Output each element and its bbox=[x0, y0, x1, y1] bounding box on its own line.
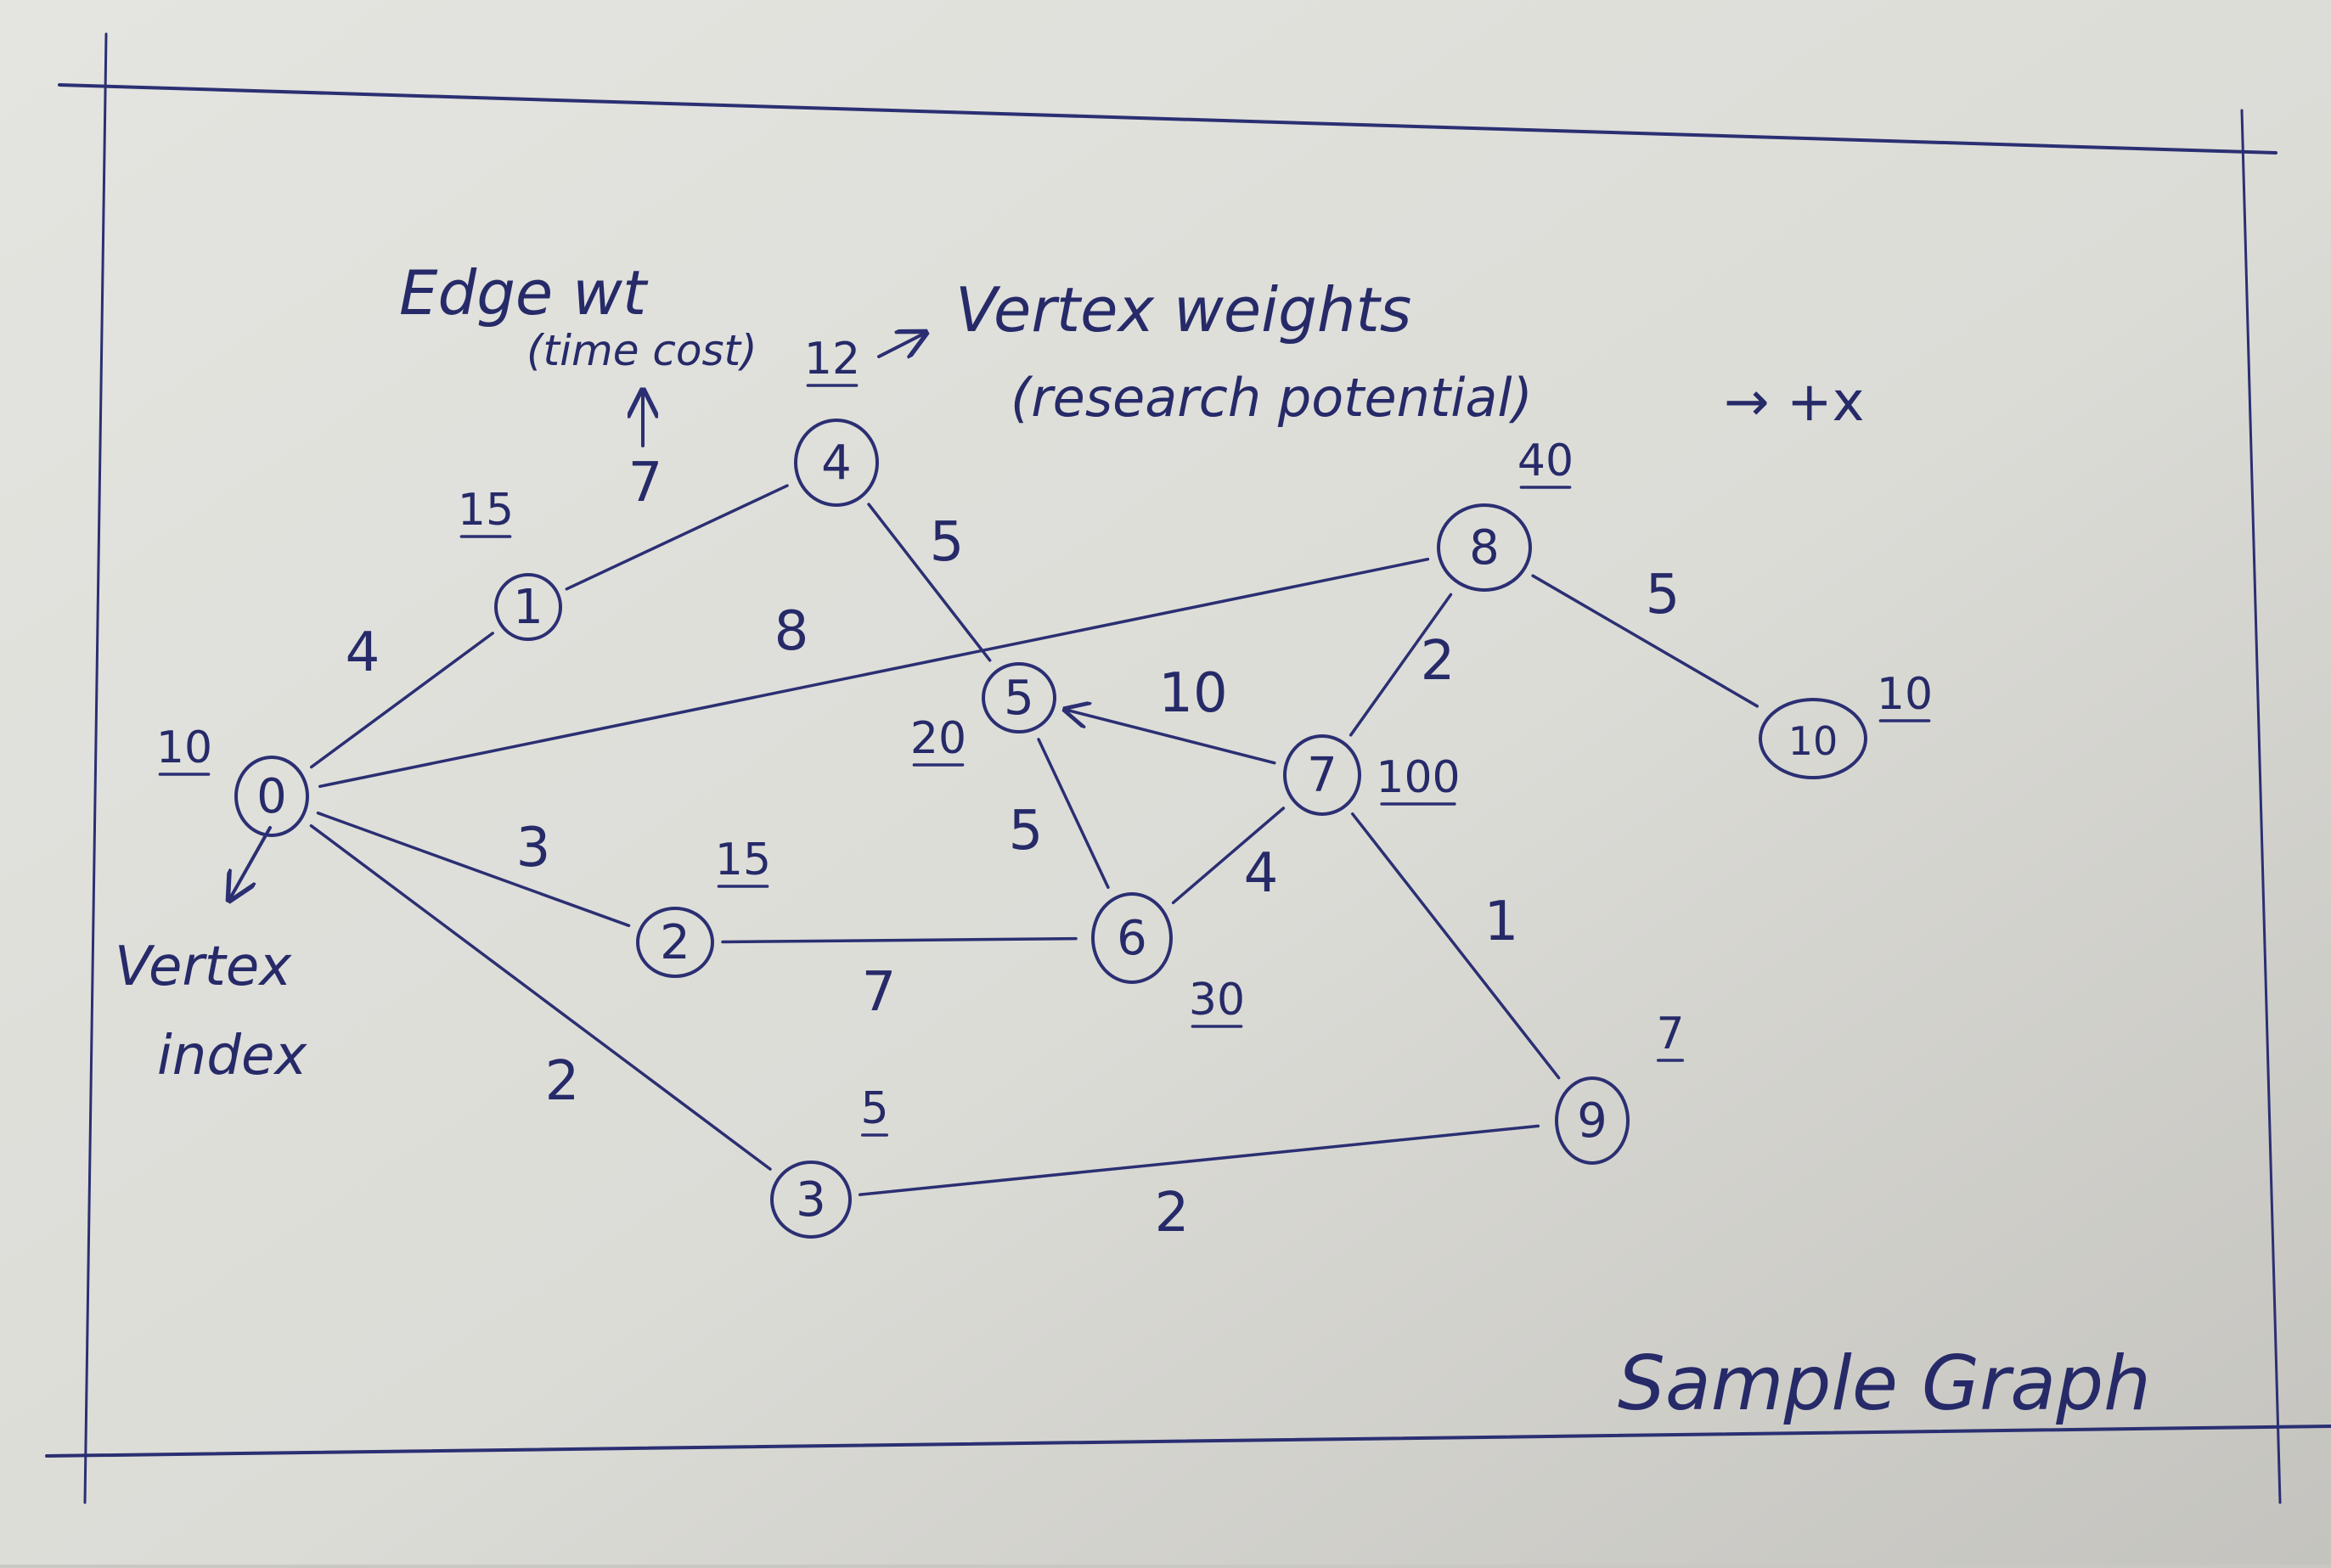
vertex-index-label-line1: Vertex bbox=[115, 936, 292, 998]
edge-weight-6-7: 4 bbox=[1243, 842, 1279, 905]
vertex-weight-7: 100 bbox=[1376, 752, 1461, 803]
vertex-index-4: 4 bbox=[821, 436, 852, 491]
vertex-index-6: 6 bbox=[1117, 911, 1147, 966]
vertex-weight-1: 15 bbox=[457, 485, 515, 536]
edge-weight-7-9: 1 bbox=[1484, 891, 1519, 953]
edge-weight-7-5: 10 bbox=[1158, 662, 1228, 725]
vertex-weight-0: 10 bbox=[155, 722, 213, 773]
edge-weight-0-2: 3 bbox=[515, 817, 551, 880]
edge-weight-2-6: 7 bbox=[861, 961, 897, 1024]
vertex-index-2: 2 bbox=[660, 915, 690, 970]
vertex-index-5: 5 bbox=[1004, 671, 1034, 726]
edge-weight-0-3: 2 bbox=[544, 1050, 580, 1113]
vertex-index-9: 9 bbox=[1577, 1093, 1607, 1149]
vertex-weight-4: 12 bbox=[803, 334, 861, 385]
vertex-index-label-line2: index bbox=[157, 1025, 307, 1087]
vertex-weight-9: 7 bbox=[1656, 1009, 1685, 1059]
vertex-weight-6: 30 bbox=[1188, 975, 1246, 1026]
x-axis-direction-label: → +x bbox=[1724, 371, 1865, 434]
edge-weight-4-5: 5 bbox=[929, 511, 965, 574]
vertex-index-0: 0 bbox=[256, 769, 287, 824]
edge-weight-0-8: 8 bbox=[774, 600, 809, 663]
graph-caption: Sample Graph bbox=[1618, 1340, 2151, 1427]
vertex-weights-label: Vertex weights bbox=[955, 274, 1412, 346]
vertex-weight-5: 20 bbox=[909, 713, 967, 764]
edge-weight-7-8: 2 bbox=[1420, 630, 1455, 693]
vertex-index-8: 8 bbox=[1469, 520, 1500, 576]
vertex-index-3: 3 bbox=[796, 1172, 826, 1228]
vertex-index-10: 10 bbox=[1788, 718, 1838, 764]
vertex-weight-10: 10 bbox=[1876, 669, 1934, 720]
edge-wt-sublabel: (time cost) bbox=[526, 326, 757, 375]
edge-wt-label: Edge wt bbox=[399, 257, 647, 329]
vertex-weight-3: 5 bbox=[860, 1083, 889, 1134]
vertex-index-7: 7 bbox=[1307, 748, 1337, 803]
vertex-index-1: 1 bbox=[513, 580, 543, 635]
edge-weight-5-6: 5 bbox=[1008, 800, 1044, 863]
vertex-weight-2: 15 bbox=[714, 835, 772, 885]
edge-weight-0-1: 4 bbox=[345, 621, 380, 684]
vertex-weight-8: 40 bbox=[1517, 436, 1574, 486]
vertex-weights-sublabel: (research potential) bbox=[1011, 367, 1533, 429]
edge-weight-3-9: 2 bbox=[1154, 1182, 1190, 1245]
edge-weight-1-4: 7 bbox=[628, 452, 663, 514]
edge-weight-8-10: 5 bbox=[1645, 564, 1681, 627]
